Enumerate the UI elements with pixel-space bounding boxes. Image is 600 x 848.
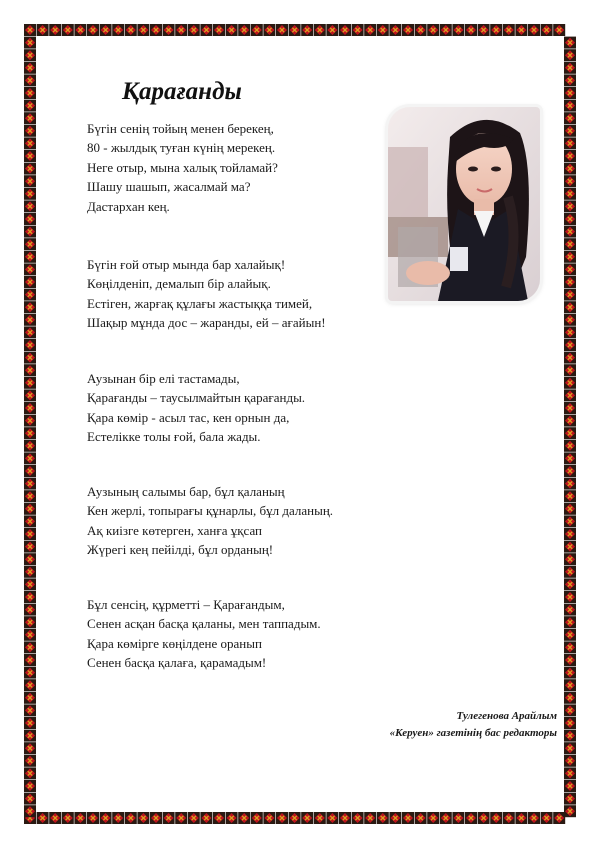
stanza-3 xyxy=(87,369,305,447)
poem-line: Қарағанды – таусылмайтын қарағанды. xyxy=(87,390,306,406)
poem-line: Жүрегі кең пейілді, бұл орданың! xyxy=(87,542,274,558)
poem-line: Аузынан бір елі тастамады, xyxy=(87,371,240,386)
poem-line: Сенен басқа қалаға, қарамадым! xyxy=(87,655,267,671)
poem-title: Қарағанды xyxy=(122,78,242,105)
poem-line: Естелікке толы ғой, бала жады. xyxy=(87,429,261,445)
poem-line: Қара көмір - асыл тас, кен орнын да, xyxy=(87,409,290,425)
poem-line: Бүгін сенің тойың менен берекең, xyxy=(87,121,274,136)
poem-line: Бұл сенсің, құрметті – Қарағандым, xyxy=(87,597,285,612)
poem-line: Бүгін ғой отыр мында бар халайық! xyxy=(87,257,286,272)
portrait-illustration xyxy=(388,107,540,301)
poem-line: Кен жерлі, топырағы құнарлы, бұл даланың. xyxy=(87,503,334,519)
author-role: «Керуен» газетінің бас редакторы xyxy=(389,727,557,739)
poem-line: Естіген, жарғақ құлағы жастыққа тимей, xyxy=(87,295,313,311)
stanza-5 xyxy=(87,595,321,673)
poem-line: Аузының салымы бар, бұл қаланың xyxy=(87,484,285,499)
poem-line: Дастархан кең. xyxy=(87,198,170,214)
poem-line: Қара көмірге көңілдене оранып xyxy=(87,635,262,651)
stanza-4 xyxy=(87,482,333,560)
stanza-2 xyxy=(87,255,326,333)
poem-line: 80 - жылдық туған күнің мерекең. xyxy=(87,140,276,156)
poem-line: Ақ киізге көтерген, ханға ұқсап xyxy=(87,522,263,538)
poem-line: Неге отыр, мына халық тойламай? xyxy=(87,159,278,175)
poem-line: Сенен асқан басқа қаланы, мен таппадым. xyxy=(87,616,321,632)
author-name: Тулегенова Арайлым xyxy=(456,710,557,722)
author-photo xyxy=(388,107,540,301)
poem-line: Шашу шашып, жасалмай ма? xyxy=(87,179,251,195)
stanza-1 xyxy=(87,119,278,216)
signature-block xyxy=(390,708,557,742)
poem-line: Шақыр мұнда дос – жаранды, ей – ағайын! xyxy=(87,315,326,331)
poem-line: Көңілденіп, демалып бір алайық. xyxy=(87,276,271,292)
